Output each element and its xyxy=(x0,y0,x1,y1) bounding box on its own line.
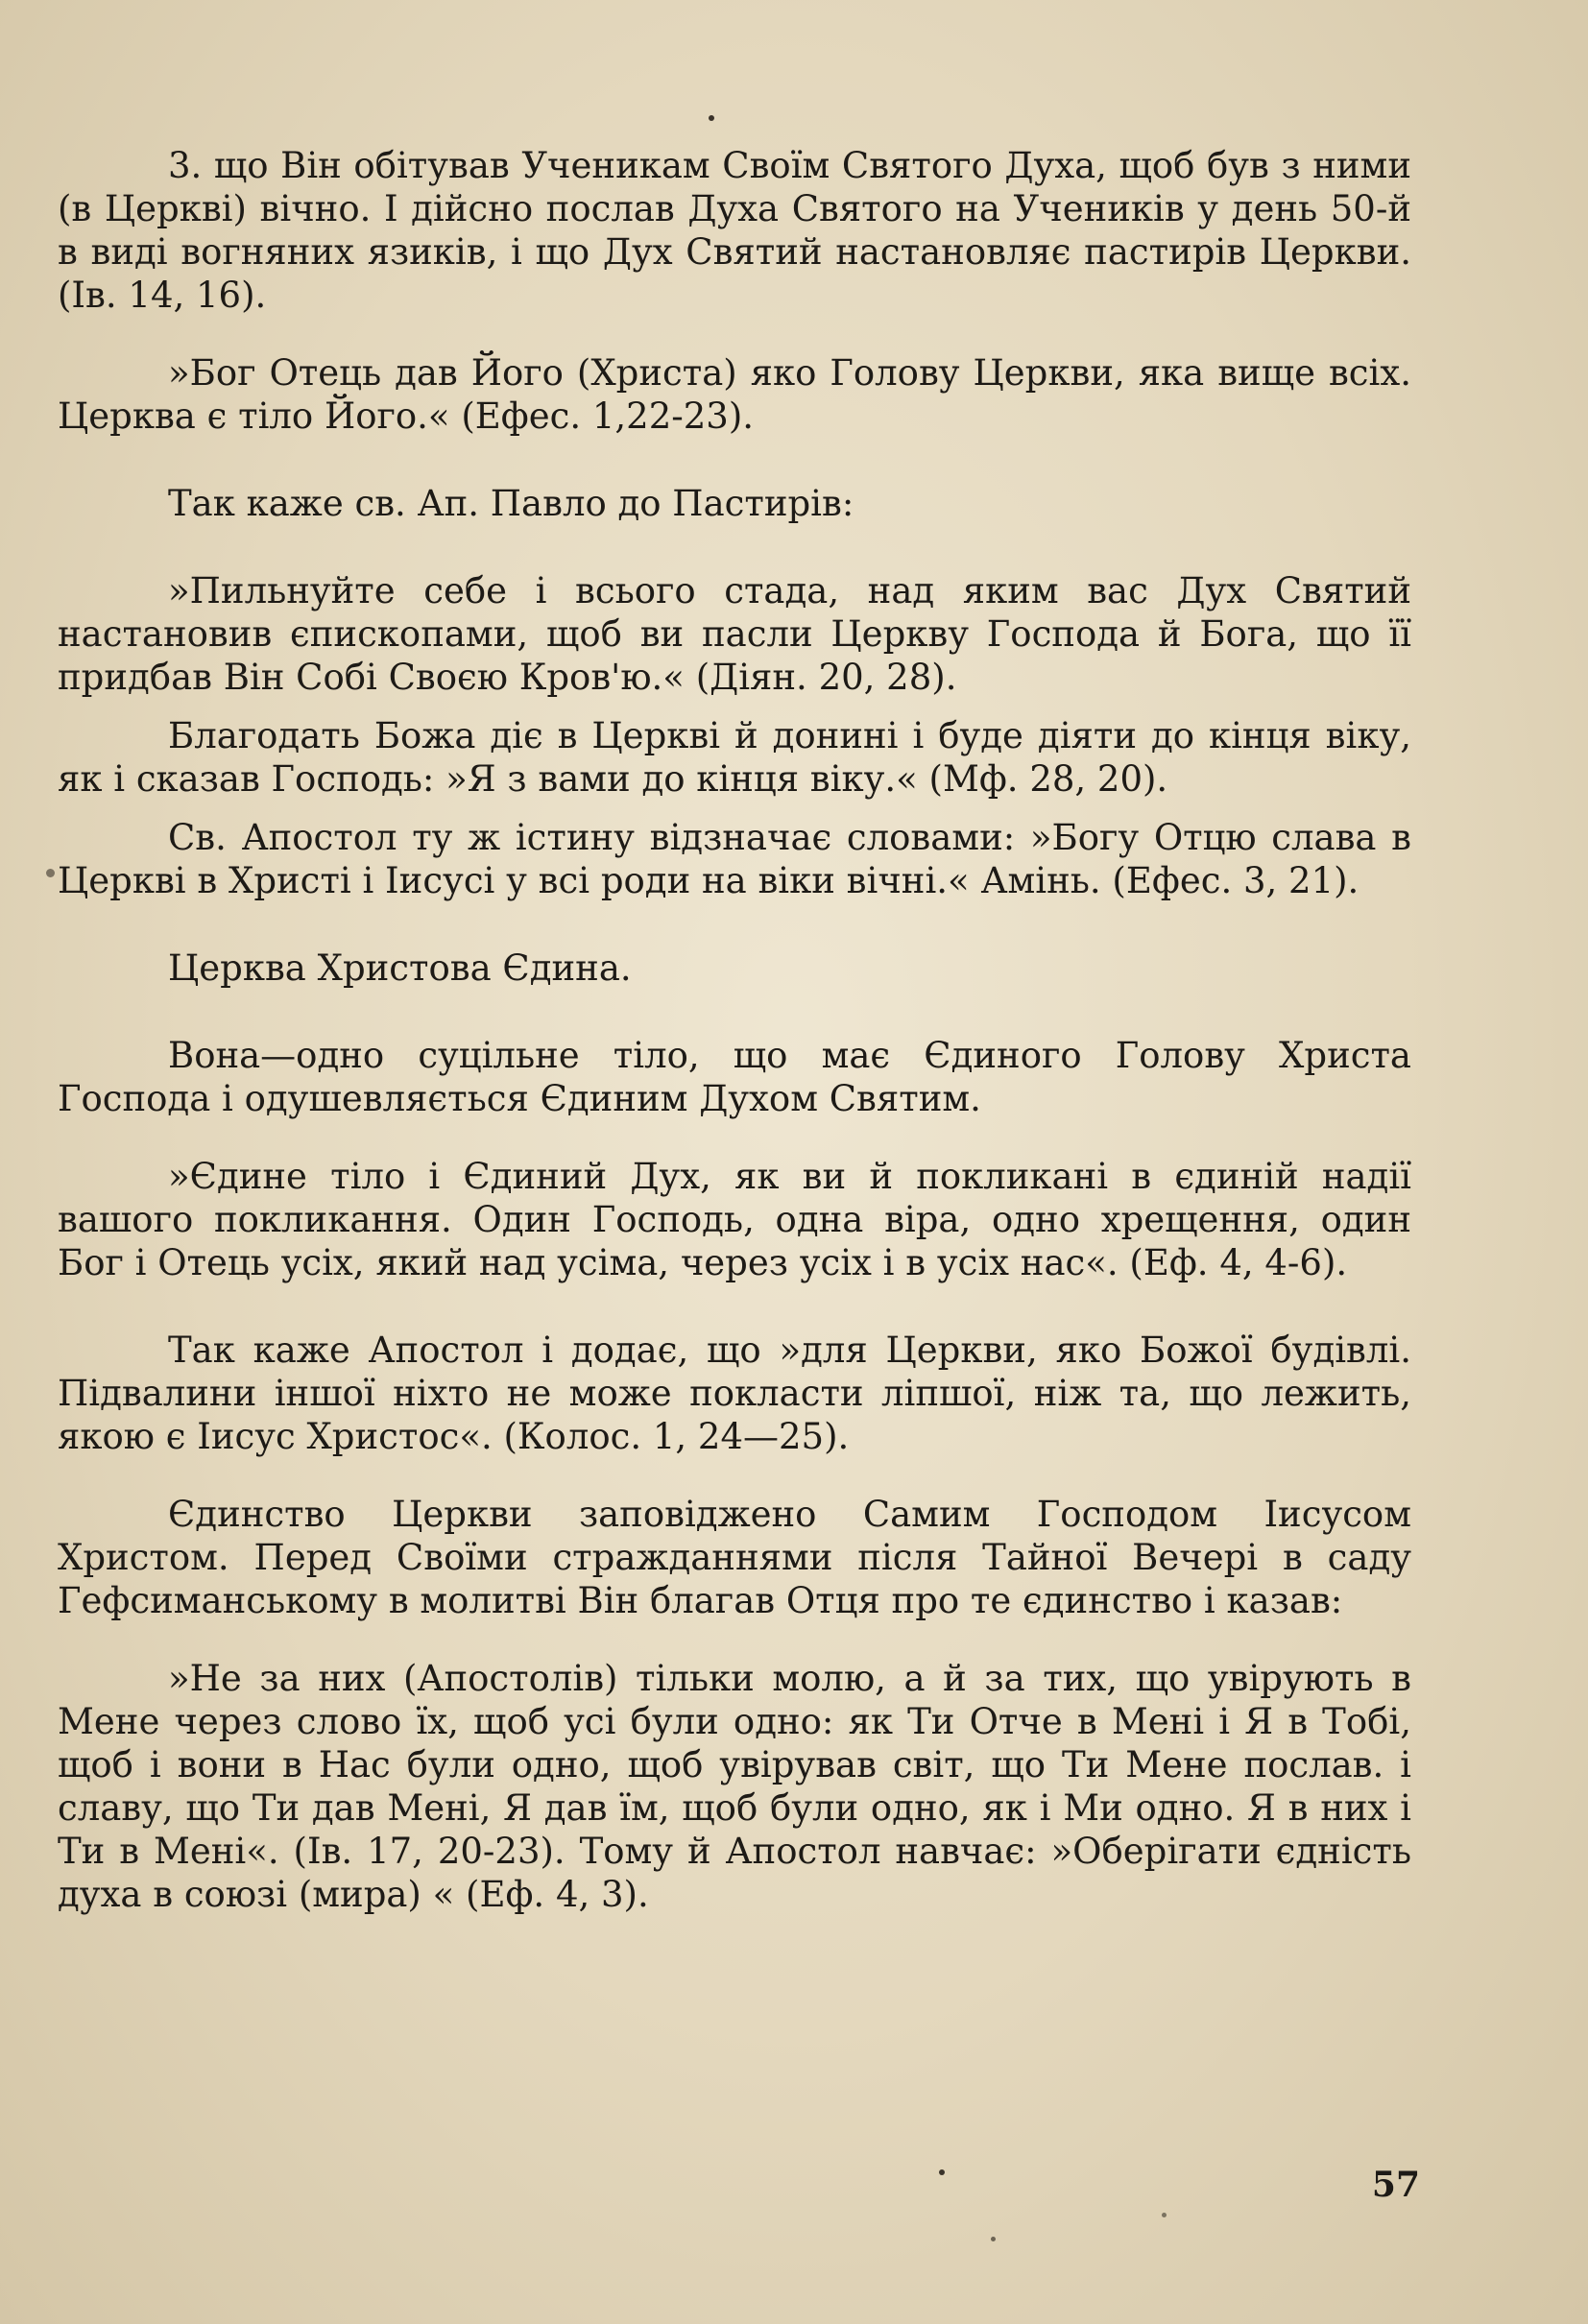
page-number: 57 xyxy=(1371,2165,1420,2205)
ink-speck xyxy=(939,2169,945,2175)
paragraph-4: »Пильнуйте себе і всього стада, над яким вас Дух Святий настановив єпископами, щоб ви пасли Церкву Господа й Бога, що її придбав Він Собі Своєю Кров'ю.« (Діян. 20, 28). xyxy=(58,570,1411,698)
paragraph-10: Так каже Апостол і додає, що »для Церкви, яко Божої будівлі. Підвалини іншої ніхто не може покласти ліпшої, ніж та, що лежить, якою є Іисус Христос«. (Колос. 1, 24—25). xyxy=(58,1330,1411,1457)
paragraph-5: Благодать Божа діє в Церкві й донині і буде діяти до кінця віку, як і сказав Господь: »Я з вами до кінця віку.« (Мф. 28, 20). xyxy=(58,715,1411,800)
paragraph-1: 3. що Він обітував Ученикам Своїм Святого Духа, щоб був з ними (в Церкві) вічно. І дійсно послав Духа Святого на Учеників у день 50-й в виді вогняних язиків, і що Дух Святий настановляє пастирів Церкви. (Ів. 14, 16). xyxy=(58,145,1411,316)
paragraph-12: »Не за них (Апостолів) тільки молю, а й за тих, що увірують в Мене через слово їх, щоб усі були одно: як Ти Отче в Мені і Я в Тобі, щоб і вони в Нас були одно, щоб увірував світ, що Ти Мене послав. і славу, що Ти дав Мені, Я дав їм, щоб були одно, як і Ми одно. Я в них і Ти в Мені«. (Ів. 17, 20-23). Тому й Апостол навчає: »Оберігати єдність духа в союзі (мира) « (Еф. 4, 3). xyxy=(58,1658,1411,1915)
page-text xyxy=(58,144,1411,1916)
ink-speck xyxy=(46,869,55,877)
ink-speck xyxy=(709,115,714,121)
paragraph-6: Св. Апостол ту ж істину відзначає словами: »Богу Отцю слава в Церкві в Христі і Іисусі у всі роди на віки вічні.« Амінь. (Ефес. 3, 21). xyxy=(58,817,1411,901)
paragraph-3: Так каже св. Ап. Павло до Пастирів: xyxy=(168,483,854,524)
paragraph-9: »Єдине тіло і Єдиний Дух, як ви й покликані в єдиній надії вашого покликання. Один Господь, одна віра, одно хрещення, один Бог і Отець усіх, який над усіма, через усіх і в усіх нас«. (Еф. 4, 4-6). xyxy=(58,1156,1411,1283)
paragraph-2: »Бог Отець дав Його (Христа) яко Голову Церкви, яка вище всіх. Церква є тіло Його.« (Ефес. 1,22-23). xyxy=(58,352,1411,437)
paragraph-8: Вона—одно суцільне тіло, що має Єдиного Голову Христа Господа і одушевляється Єдиним Духом Святим. xyxy=(58,1035,1411,1119)
section-heading: Церква Христова Єдина. xyxy=(168,947,632,989)
paragraph-11: Єдинство Церкви заповіджено Самим Господом Іисусом Христом. Перед Своїми стражданнями після Тайної Вечері в саду Гефсиманському в молитві Він благав Отця про те єдинство і казав: xyxy=(58,1494,1411,1621)
ink-speck xyxy=(991,2237,996,2241)
ink-speck xyxy=(1162,2213,1167,2217)
